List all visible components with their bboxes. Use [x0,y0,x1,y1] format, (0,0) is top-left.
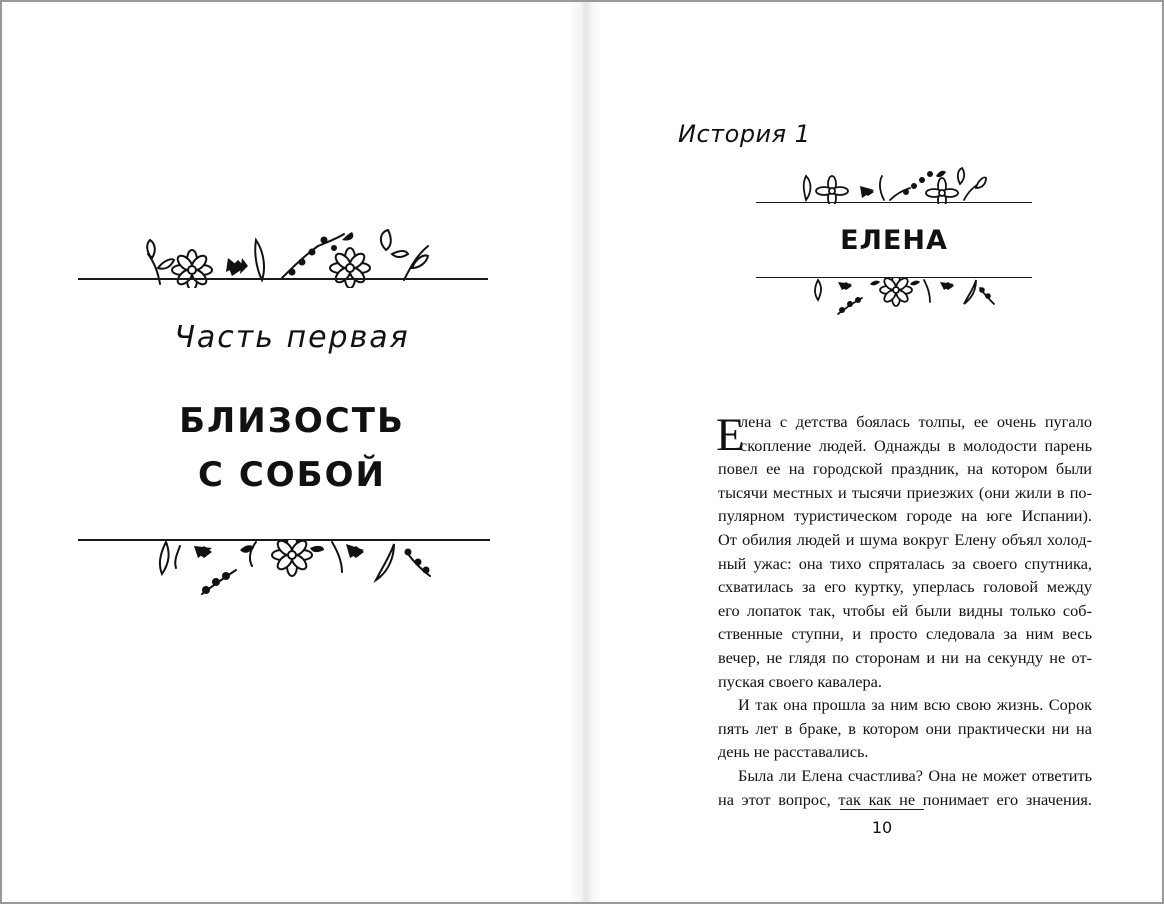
text-line: пуская своего кавалера. [718,671,882,691]
text-line: схватилась за его куртку, уперлась головой между [718,577,1092,597]
part-title-line-1: БЛИЗОСТЬ [179,401,405,441]
text-line: его лопаток так, чтобы ей были видны только соб- [718,600,1092,620]
floral-ornament-bottom-icon [146,540,436,600]
page-number: 10 [871,818,893,837]
top-divider [78,278,488,280]
right-page [582,2,1164,902]
floral-ornament-chapter-bottom-icon [808,278,998,318]
floral-ornament-chapter-top-icon [798,162,988,204]
text-line: вечер, не глядя по сторонам и ни на секунду не от- [718,647,1092,667]
book-gutter-shadow [568,2,602,902]
text-line: на этот вопрос, так как не понимает его значения. [718,789,1092,809]
text-line: От обилия людей и шума вокруг Елену объял холод- [718,529,1092,549]
drop-cap: Е [716,409,745,461]
text-line: И так она прошла за ним всю свою жизнь. Сорок [738,695,1092,715]
text-line: лена с детства боялась толпы, ее очень пугало [740,412,1092,431]
chapter-top-divider [756,202,1032,203]
text-line: день не расставались. [718,742,869,762]
text-line: ный ужас: она тихо спряталась за своего спутника, [718,553,1092,573]
part-title-line-2: С СОБОЙ [198,455,386,495]
text-line: повел ее на городской праздник, на котором были [718,459,1092,479]
text-line: Была ли Елена счастлива? Она не может ответить [738,765,1092,785]
part-label: Часть первая [174,320,410,355]
part-title [2,394,582,502]
chapter-title: ЕЛЕНА [840,225,948,256]
story-label: История 1 [678,120,811,148]
folio-divider [840,809,924,810]
story-body-text [718,410,1092,811]
text-line: пулярном туристическом городе на юге Испании). [718,506,1092,526]
text-line: ственные ступни, и просто следовала за ним весь [718,624,1092,644]
text-line: тысячи местных и тысячи приезжих (они жили в по- [718,482,1092,502]
left-page [2,2,582,902]
text-line: скопление людей. Однажды в молодости парень [740,435,1092,455]
text-line: пять лет в браке, в котором они практически ни на [718,718,1092,738]
